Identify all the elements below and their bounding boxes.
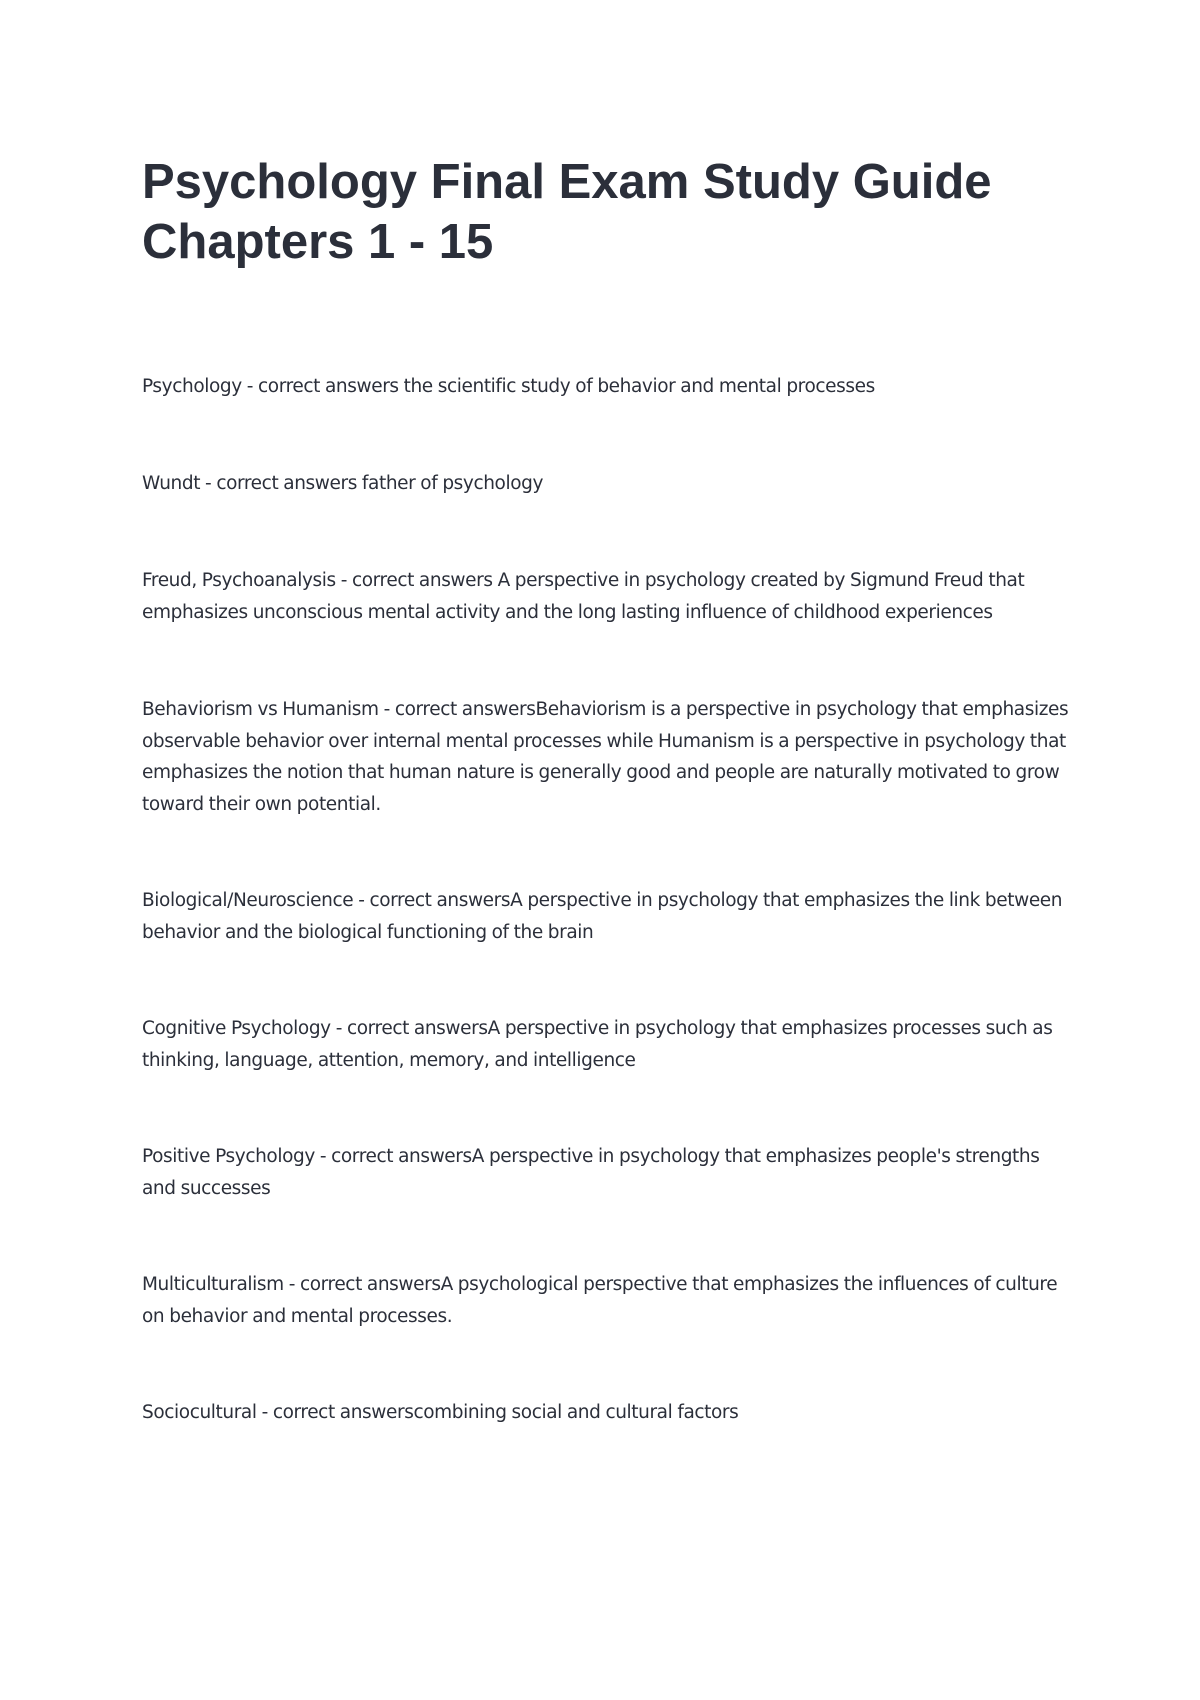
entry-sociocultural bbox=[142, 1397, 1072, 1429]
entry-multiculturalism bbox=[142, 1269, 1072, 1332]
entry-cognitive-psychology bbox=[142, 1013, 1072, 1076]
entry-behaviorism-vs-humanism bbox=[142, 694, 1072, 820]
entry-line: Behaviorism vs Humanism - correct answersBehaviorism is a perspective in psychology that emphasizes bbox=[142, 699, 1069, 720]
entry-positive-psychology bbox=[142, 1141, 1072, 1204]
entry-line: emphasizes unconscious mental activity and the long lasting influence of childhood experiences bbox=[142, 601, 993, 623]
document-title bbox=[142, 152, 1082, 272]
entry-line: toward their own potential. bbox=[142, 793, 381, 815]
entry-line: Wundt - correct answers father of psychology bbox=[142, 473, 544, 494]
entry-line: Sociocultural - correct answerscombining social and cultural factors bbox=[142, 1402, 739, 1423]
entry-line: Freud, Psychoanalysis - correct answers A perspective in psychology created by Sigmund Freud that bbox=[142, 570, 1025, 591]
entry-line: Positive Psychology - correct answersA perspective in psychology that emphasizes people's strengths bbox=[142, 1146, 1040, 1167]
entry-line: thinking, language, attention, memory, and intelligence bbox=[142, 1049, 636, 1071]
title-line: Psychology Final Exam Study Guide bbox=[142, 155, 992, 209]
entry-line: Multiculturalism - correct answersA psychological perspective that emphasizes the influences of culture bbox=[142, 1274, 1058, 1295]
entry-psychology bbox=[142, 371, 1072, 403]
title-line: Chapters 1 - 15 bbox=[142, 215, 494, 269]
entry-line: on behavior and mental processes. bbox=[142, 1305, 453, 1327]
entry-line: Biological/Neuroscience - correct answersA perspective in psychology that emphasizes the link between bbox=[142, 890, 1063, 911]
entry-line: observable behavior over internal mental processes while Humanism is a perspective in psychology that bbox=[142, 730, 1066, 752]
entry-line: emphasizes the notion that human nature is generally good and people are naturally motivated to grow bbox=[142, 762, 1060, 783]
entry-line: behavior and the biological functioning of the brain bbox=[142, 921, 594, 943]
entry-line: and successes bbox=[142, 1177, 271, 1199]
entry-wundt bbox=[142, 468, 1072, 500]
entry-biological-neuroscience bbox=[142, 885, 1072, 948]
entry-line: Psychology - correct answers the scientific study of behavior and mental processes bbox=[142, 376, 875, 397]
entry-freud bbox=[142, 565, 1072, 628]
entry-line: Cognitive Psychology - correct answersA perspective in psychology that emphasizes processes such as bbox=[142, 1018, 1053, 1039]
